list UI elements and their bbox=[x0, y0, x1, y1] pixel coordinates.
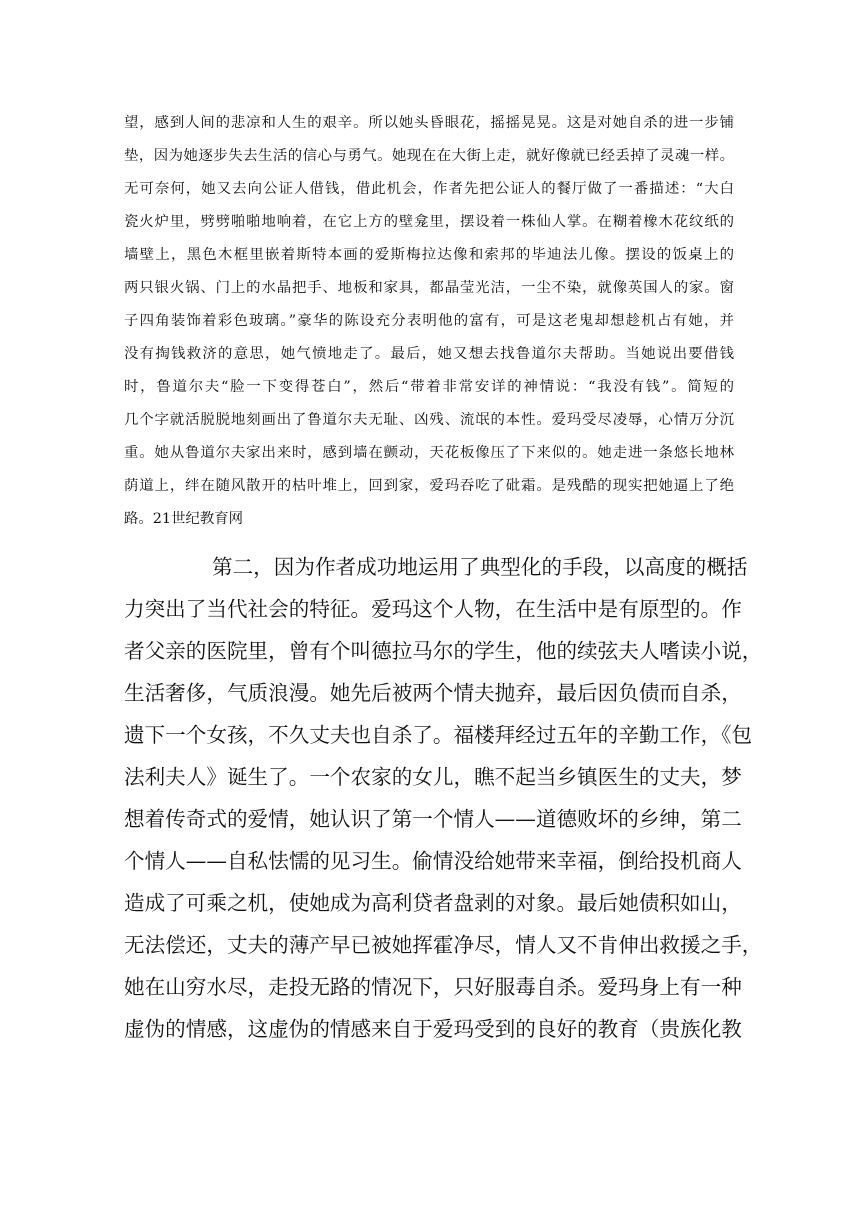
paragraph2-line: 遗下一个女孩，不久丈夫也自杀了。福楼拜经过五年的辛勤工作，《包 bbox=[124, 723, 753, 747]
paragraph1-line: 垫，因为她逐步失去生活的信心与勇气。她现在在大街上走，就好像就已经丢掉了灵魂一样。 bbox=[124, 148, 734, 164]
paragraph2-line: 生活奢侈，气质浪漫。她先后被两个情夫抛弃，最后因负债而自杀， bbox=[124, 681, 742, 705]
paragraph1-line: 瓷火炉里，劈劈啪啪地响着，在它上方的壁龛里，摆设着一株仙人掌。在糊着橡木花纹纸的 bbox=[124, 214, 734, 230]
paragraph1-line: 子四角装饰着彩色玻璃。”豪华的陈设充分表明他的富有，可是这老鬼却想趁机占有她，并 bbox=[124, 313, 734, 329]
paragraph2-line: 她在山穷水尽，走投无路的情况下，只好服毒自杀。爱玛身上有一种 bbox=[124, 975, 742, 999]
paragraph2-line: 虚伪的情感，这虚伪的情感来自于爱玛受到的良好的教育（贵族化教 bbox=[124, 1017, 742, 1041]
paragraph2-line: 个情人——自私怯懦的见习生。偷情没给她带来幸福，倒给投机商人 bbox=[124, 849, 742, 873]
paragraph1-line: 几个字就活脱脱地刻画出了鲁道尔夫无耻、凶残、流氓的本性。爱玛受尽凌辱，心情万分沉 bbox=[124, 412, 734, 428]
paragraph2-line: 者父亲的医院里，曾有个叫德拉马尔的学生，他的续弦夫人嗜读小说， bbox=[124, 639, 763, 663]
paragraph2-line: 无法偿还，丈夫的薄产早已被她挥霍净尽，情人又不肯伸出救援之手， bbox=[124, 933, 763, 957]
paragraph1-line: 墙壁上，黑色木框里嵌着斯特本画的爱斯梅拉达像和索邦的毕迪法儿像。摆设的饭桌上的 bbox=[124, 247, 734, 263]
paragraph1-line: 没有掏钱救济的意思，她气愤地走了。最后，她又想去找鲁道尔夫帮助。当她说出要借钱 bbox=[124, 346, 734, 362]
paragraph1-line: 无可奈何，她又去向公证人借钱，借此机会，作者先把公证人的餐厅做了一番描述：“大白 bbox=[124, 181, 734, 197]
paragraph2-line: 法利夫人》诞生了。一个农家的女儿，瞧不起当乡镇医生的丈夫，梦 bbox=[124, 765, 742, 789]
paragraph1-line: 荫道上，绊在随风散开的枯叶堆上，回到家，爱玛吞吃了砒霜。是残酷的现实把她逼上了绝 bbox=[124, 478, 734, 494]
paragraph1-line: 时，鲁道尔夫“脸一下变得苍白”，然后“带着非常安详的神情说：“我没有钱”。简短的 bbox=[124, 379, 734, 395]
paragraph2-line: 力突出了当代社会的特征。爱玛这个人物，在生活中是有原型的。作 bbox=[124, 597, 742, 621]
paragraph1-line: 重。她从鲁道尔夫家出来时，感到墙在颤动，天花板像压了下来似的。她走进一条悠长地林 bbox=[124, 445, 734, 461]
paragraph1-line: 望，感到人间的悲凉和人生的艰辛。所以她头昏眼花，摇摇晃晃。这是对她自杀的进一步铺 bbox=[124, 115, 734, 131]
paragraph2-line: 第二，因为作者成功地运用了典型化的手段，以高度的概括 bbox=[212, 555, 748, 579]
paragraph1-line: 两只银火锅、门上的水晶把手、地板和家具，都晶莹光洁，一尘不染，就像英国人的家。窗 bbox=[124, 280, 734, 296]
paragraph1-line: 路。21世纪教育网 bbox=[124, 511, 244, 527]
paragraph2-line: 造成了可乘之机，使她成为高利贷者盘剥的对象。最后她债积如山， bbox=[124, 891, 742, 915]
paragraph2-line: 想着传奇式的爱情，她认识了第一个情人——道德败坏的乡绅，第二 bbox=[124, 807, 742, 831]
